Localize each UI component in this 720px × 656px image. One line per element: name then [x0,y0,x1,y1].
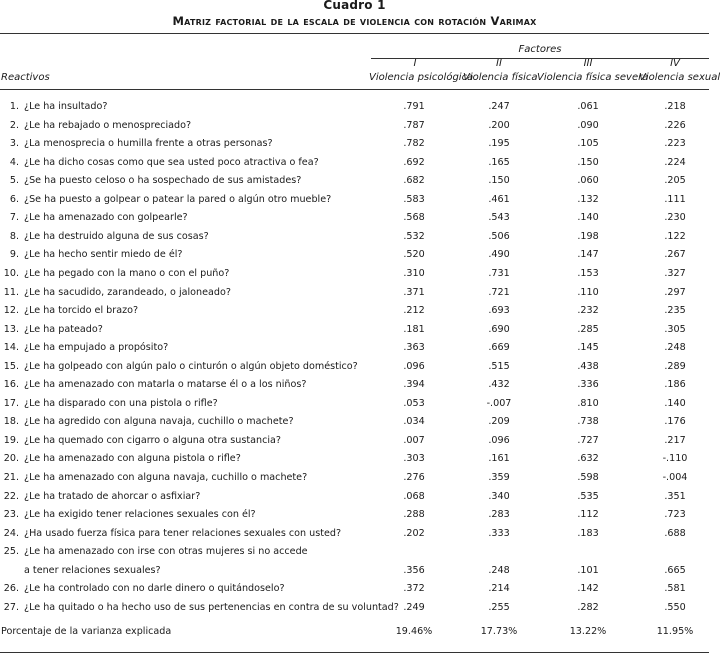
loading-value: .142 [577,583,599,595]
loading-value: .288 [403,509,425,521]
loading-value: .810 [577,397,599,409]
loading-value: .267 [664,249,686,261]
loading-value: -.004 [662,472,688,483]
loading-value: .688 [664,527,686,539]
item-question: ¿Le ha quemado con cigarro o alguna otra sustancia? [24,434,282,446]
item-number: 12. [3,305,19,317]
loading-value: .581 [664,583,686,595]
col-numeral-3: III [583,58,593,69]
item-number: 6. [9,193,19,205]
table-row [0,583,709,601]
loading-value: .223 [664,138,686,150]
col-numeral-2: II [496,58,502,69]
item-number: 4. [9,156,19,168]
loading-value: .247 [488,101,510,112]
loading-value: .283 [488,509,510,521]
item-question: ¿Le ha pateado? [24,323,103,335]
item-question: ¿Le ha tratado de ahorcar o asfixiar? [24,490,201,502]
loading-value: .034 [403,416,425,428]
table-row [0,120,709,138]
item-number: 2. [9,119,19,131]
loading-value: .598 [577,472,599,483]
loading-value: .520 [403,249,425,261]
top-rule [0,33,709,34]
loading-value: .535 [577,490,599,502]
loading-value: .669 [488,342,510,354]
loading-value: .145 [577,342,599,354]
table-row [0,435,709,453]
item-question: ¿Le ha quitado o ha hecho uso de sus pertenencias en contra de su voluntad? [24,601,399,613]
item-question: ¿La menosprecia o humilla frente a otras personas? [24,138,273,150]
loading-value: .195 [488,138,510,150]
loading-value: .372 [403,583,425,595]
loading-value: .218 [664,101,686,112]
item-number: 9. [9,249,19,261]
table-number: Cuadro 1 [323,0,386,12]
item-number: 24. [3,527,19,539]
loading-value: .007 [403,434,425,446]
item-question: ¿Le ha amenazado con alguna pistola o rifle? [24,453,241,465]
item-number: 21. [3,472,19,483]
col-name-4: Violencia sexual [639,72,720,83]
table-row [0,342,709,360]
table-row [0,212,709,230]
loading-value: .665 [664,564,686,576]
loading-value: .438 [577,360,599,372]
loading-value: .090 [577,119,599,131]
loading-value: .132 [577,193,599,205]
loading-value: .200 [488,119,510,131]
loading-value: .583 [403,193,425,205]
loading-value: .690 [488,323,510,335]
bottom-rule [0,652,709,653]
item-question: ¿Le ha torcido el brazo? [24,305,139,317]
table-row [0,565,709,583]
table-title: Matriz factorial de la escala de violencia con rotación Varimax [172,14,537,28]
item-number: 22. [3,490,19,502]
item-question: ¿Le ha disparado con una pistola o rifle? [24,397,218,409]
loading-value: .432 [488,379,510,391]
loading-value: .249 [403,601,425,613]
item-number: 3. [9,138,19,150]
table-row [0,268,709,286]
loading-value: .356 [403,564,425,576]
header-rule [0,89,709,90]
item-question: ¿Le ha hecho sentir miedo de él? [24,249,183,261]
item-number: 18. [3,416,19,428]
loading-value: .305 [664,323,686,335]
table-row [0,491,709,509]
table-row [0,453,709,471]
variance-row [0,626,709,644]
item-number: 14. [3,342,19,354]
table-row [0,324,709,342]
item-question: ¿Le ha amenazado con matarla o matarse él o a los niños? [24,379,307,391]
table-row [0,416,709,434]
loading-value: .181 [403,323,425,335]
table-row [0,472,709,490]
loading-value: .061 [577,101,599,112]
item-question: ¿Le ha amenazado con irse con otras mujeres si no accede [24,546,308,558]
table-row [0,101,709,119]
variance-value-1: 19.46% [395,626,433,637]
variance-label: Porcentaje de la varianza explicada [1,626,172,637]
item-number: 19. [3,434,19,446]
loading-value: -.007 [486,397,512,409]
loading-value: .394 [403,379,425,391]
item-number: 23. [3,509,19,521]
loading-value: .738 [577,416,599,428]
loading-value: .782 [403,138,425,150]
item-number: 16. [3,379,19,391]
item-question: a tener relaciones sexuales? [24,564,161,576]
item-number: 8. [9,230,19,242]
loading-value: .289 [664,360,686,372]
item-question: ¿Le ha controlado con no darle dinero o quitándoselo? [24,583,285,595]
col-numeral-4: IV [670,58,680,69]
loading-value: .224 [664,156,686,168]
variance-value-3: 13.22% [569,626,607,637]
loading-value: .214 [488,583,510,595]
table-row [0,361,709,379]
loading-value: .150 [488,175,510,187]
loading-value: .205 [664,175,686,187]
item-number: 27. [3,601,19,613]
loading-value: .053 [403,397,425,409]
loading-value: .232 [577,305,599,317]
table-row [0,509,709,527]
loading-value: .198 [577,230,599,242]
loading-value: .248 [488,564,510,576]
loading-value: .371 [403,286,425,298]
loading-value: .212 [403,305,425,317]
loading-value: .351 [664,490,686,502]
item-question: ¿Le ha golpeado con algún palo o cinturón o algún objeto doméstico? [24,360,358,372]
loading-value: .327 [664,267,686,279]
item-number: 10. [3,267,19,279]
loading-value: .153 [577,267,599,279]
loading-value: .101 [577,564,599,576]
loading-value: .692 [403,156,425,168]
item-number: 11. [3,286,19,298]
table-row [0,157,709,175]
table-row [0,287,709,305]
loading-value: .110 [577,286,599,298]
loading-value: .336 [577,379,599,391]
item-number: 20. [3,453,19,465]
item-question: ¿Le ha amenazado con alguna navaja, cuchillo o machete? [24,472,308,483]
loading-value: .186 [664,379,686,391]
loading-value: .140 [664,397,686,409]
item-question: ¿Le ha amenazado con golpearle? [24,212,188,224]
item-question: ¿Ha usado fuerza física para tener relaciones sexuales con usted? [24,527,342,539]
loading-value: .303 [403,453,425,465]
reactivos-label: Reactivos [1,72,50,83]
loading-value: .122 [664,230,686,242]
item-question: ¿Le ha exigido tener relaciones sexuales con él? [24,509,256,521]
item-question: ¿Le ha insultado? [24,101,108,112]
loading-value: .731 [488,267,510,279]
item-question: ¿Se ha puesto celoso o ha sospechado de sus amistades? [24,175,302,187]
loading-value: .297 [664,286,686,298]
loading-value: .693 [488,305,510,317]
loading-value: .096 [488,434,510,446]
loading-value: .490 [488,249,510,261]
loading-value: .359 [488,472,510,483]
item-number: 15. [3,360,19,372]
loading-value: .340 [488,490,510,502]
loading-value: .550 [664,601,686,613]
loading-value: .068 [403,490,425,502]
loading-value: .209 [488,416,510,428]
table-row [0,249,709,267]
table-row [0,231,709,249]
loading-value: .333 [488,527,510,539]
item-number: 17. [3,397,19,409]
item-question: ¿Le ha destruido alguna de sus cosas? [24,230,209,242]
loading-value: .363 [403,342,425,354]
loading-value: .285 [577,323,599,335]
variance-value-4: 11.95% [656,626,694,637]
item-question: ¿Le ha empujado a propósito? [24,342,169,354]
loading-value: .111 [664,193,686,205]
loading-value: .461 [488,193,510,205]
item-question: ¿Le ha sacudido, zarandeado, o jaloneado? [24,286,231,298]
table-row [0,194,709,212]
loading-value: .723 [664,509,686,521]
item-question: ¿Le ha rebajado o menospreciado? [24,119,192,131]
table-row [0,175,709,193]
table-row [0,305,709,323]
loading-value: .147 [577,249,599,261]
loading-value: .230 [664,212,686,224]
col-name-1: Violencia psicológica [369,72,474,83]
loading-value: .235 [664,305,686,317]
loading-value: .176 [664,416,686,428]
table-row [0,602,709,620]
col-name-2: Violencia física [463,72,538,83]
item-number: 25. [3,546,19,558]
loading-value: .105 [577,138,599,150]
loading-value: .310 [403,267,425,279]
loading-value: .140 [577,212,599,224]
loading-value: .532 [403,230,425,242]
loading-value: .226 [664,119,686,131]
loading-value: .150 [577,156,599,168]
table-row [0,398,709,416]
loading-value: .721 [488,286,510,298]
loading-value: .161 [488,453,510,465]
loading-value: .282 [577,601,599,613]
item-number: 26. [3,583,19,595]
loading-value: .276 [403,472,425,483]
item-number: 7. [9,212,19,224]
item-question: ¿Se ha puesto a golpear o patear la pared o algún otro mueble? [24,193,332,205]
item-number: 5. [9,175,19,187]
loading-value: .791 [403,101,425,112]
loading-value: .112 [577,509,599,521]
loading-value: .682 [403,175,425,187]
col-name-3: Violencia física severa [537,72,649,83]
loading-value: .217 [664,434,686,446]
table-row [0,379,709,397]
loading-value: .248 [664,342,686,354]
table-row [0,528,709,546]
loading-value: .787 [403,119,425,131]
loading-value: .543 [488,212,510,224]
item-question: ¿Le ha pegado con la mano o con el puño? [24,267,230,279]
loading-value: .096 [403,360,425,372]
loading-value: .183 [577,527,599,539]
variance-value-2: 17.73% [480,626,518,637]
loading-value: .165 [488,156,510,168]
loading-value: .506 [488,230,510,242]
loading-value: .515 [488,360,510,372]
factores-label: Factores [518,44,562,55]
loading-value: .202 [403,527,425,539]
item-number: 13. [3,323,19,335]
item-question: ¿Le ha agredido con alguna navaja, cuchillo o machete? [24,416,294,428]
loading-value: .255 [488,601,510,613]
table-row [0,138,709,156]
loading-value: .727 [577,434,599,446]
item-question: ¿Le ha dicho cosas como que sea usted poco atractiva o fea? [24,156,319,168]
loading-value: .632 [577,453,599,465]
table-row [0,546,709,564]
col-numeral-1: I [413,58,417,69]
loading-value: .568 [403,212,425,224]
item-number: 1. [9,101,19,112]
loading-value: -.110 [662,453,688,465]
loading-value: .060 [577,175,599,187]
